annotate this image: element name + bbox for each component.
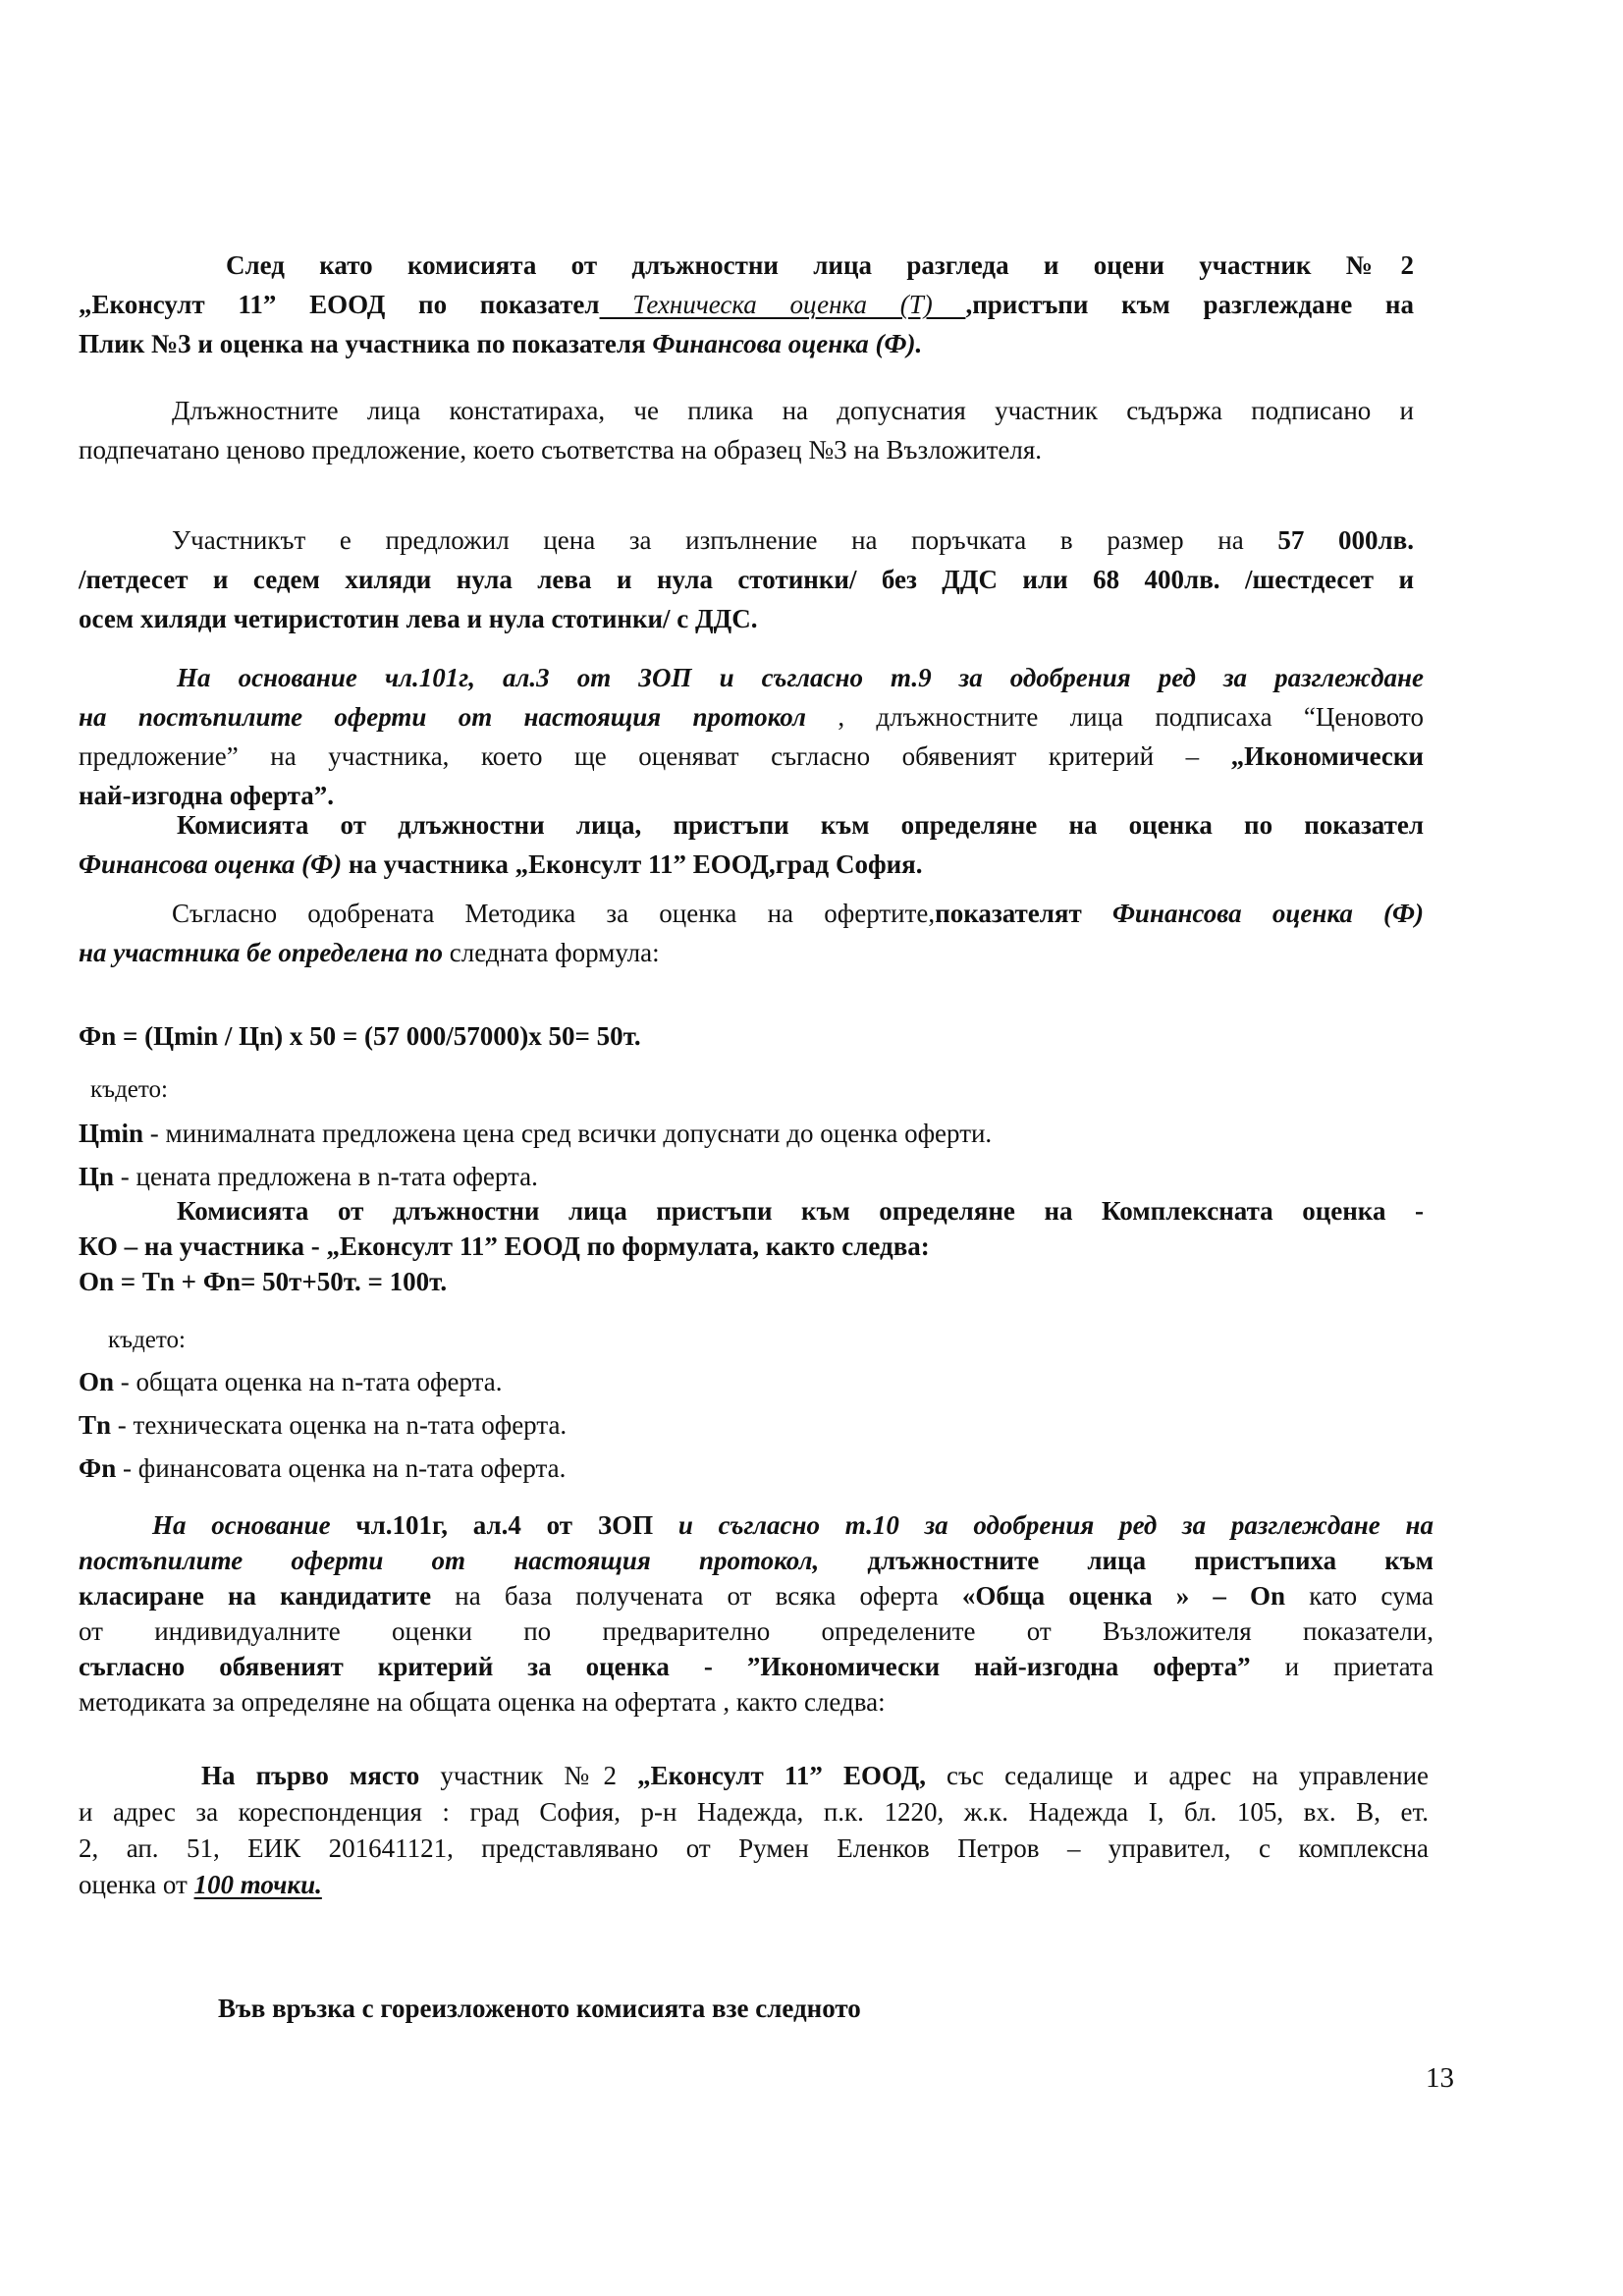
text: където: xyxy=(108,1327,186,1353)
text-line xyxy=(79,845,1424,884)
text: Във връзка с гореизложеното комисията взе следното xyxy=(218,1994,861,2023)
text: класиране на кандидатите xyxy=(79,1581,432,1611)
text: КО – на участника - „Еконсулт 11” ЕООД по формулата, както следва: xyxy=(79,1231,930,1261)
definitions-2 xyxy=(79,1360,1424,1490)
formula-text: Фn = (Цmin / Цn) x 50 = (57 000/57000)x 50= 50т. xyxy=(79,1021,641,1051)
definition-item xyxy=(79,1112,1424,1155)
price-without-vat: 57 000лв. xyxy=(1277,525,1415,555)
text: - минималната предложена цена сред всички допуснати до оценка оферти. xyxy=(143,1119,993,1148)
text: ,пристъпи към разглеждане на xyxy=(965,290,1414,319)
text-line xyxy=(79,1758,1429,1794)
text: постъпилите оферти от настоящия протокол, xyxy=(79,1546,820,1575)
paragraph-price-offer xyxy=(79,520,1414,638)
total-score-term: «Обща оценка » – Оn xyxy=(961,1581,1286,1611)
financial-score-term: Финансова оценка (Ф) xyxy=(79,849,343,879)
text: „Еконсулт 11” ЕООД по показател xyxy=(79,290,600,319)
text-line xyxy=(79,599,1414,638)
term: Тn xyxy=(79,1410,112,1440)
text: осем хиляди четиристотин лева и нула стотинки/ с ДДС. xyxy=(79,604,758,633)
text-line xyxy=(79,658,1424,697)
text-line xyxy=(79,285,1414,324)
text: На основание чл.101г, ал.3 от ЗОП и съгласно т.9 за одобрения ред за разглеждане xyxy=(177,663,1424,692)
term: Фn xyxy=(79,1453,117,1483)
text: Комисията от длъжностни лица, пристъпи към определяне на оценка по показател xyxy=(177,810,1424,840)
text-line: 2, ап. 51, ЕИК 201641121, представлявано от Румен Еленков Петров – управител, с комплексна xyxy=(79,1833,1429,1863)
definitions-1 xyxy=(79,1112,1424,1198)
text: На първо място xyxy=(201,1761,420,1790)
definition-item xyxy=(79,1360,1424,1403)
text: - техническата оценка на n-тата оферта. xyxy=(111,1410,568,1440)
text-line xyxy=(79,1229,1424,1264)
text: като сума xyxy=(1285,1581,1434,1611)
text: на участника бе определена по xyxy=(79,938,443,967)
text-line: подпечатано ценово предложение, което съответства на образец №3 на Възложителя. xyxy=(79,435,1042,465)
term: Оn xyxy=(79,1367,115,1396)
term: Цmin xyxy=(79,1119,144,1148)
text: на участника „Еконсулт 11” ЕООД,град София. xyxy=(342,849,923,879)
text-line: Длъжностните лица констатираха, че плика на допуснатия участник съдържа подписано и xyxy=(172,396,1414,425)
text-line xyxy=(79,1193,1424,1229)
definition-item xyxy=(79,1447,1424,1490)
text: След като комисията от длъжностни лица разгледа и оцени участник №2 xyxy=(226,250,1414,280)
text: - финансовата оценка на n-тата оферта. xyxy=(116,1453,567,1483)
where-label-1 xyxy=(90,1070,1435,1110)
paragraph-envelope-check xyxy=(79,391,1414,469)
text-line xyxy=(79,737,1424,776)
text-line xyxy=(79,1578,1434,1613)
term: Цn xyxy=(79,1162,115,1191)
where-label-2 xyxy=(108,1321,1453,1360)
text: предложение” на участника, което ще оценяват съгласно обявеният критерий – xyxy=(79,741,1231,771)
definition-item xyxy=(79,1403,1424,1447)
paragraph-legal-basis-1 xyxy=(79,658,1424,815)
formula-financial xyxy=(79,1016,1424,1056)
criterion-name: съгласно обявеният критерий за оценка - ”Икономически най-изгодна оферта” xyxy=(79,1652,1251,1681)
financial-score-term: Финансова оценка (Ф). xyxy=(652,329,923,358)
text: - общата оценка на n-тата оферта. xyxy=(114,1367,503,1396)
text: Съгласно одобрената Методика за оценка на офертите, xyxy=(172,899,936,928)
text: и приетата xyxy=(1250,1652,1434,1681)
paragraph-complex-score xyxy=(79,1193,1424,1299)
text: на постъпилите оферти от настоящия протокол xyxy=(79,702,806,732)
paragraph-financial-score xyxy=(79,805,1424,884)
formula-total: Оn = Тn + Фn= 50т+50т. = 100т. xyxy=(79,1267,448,1296)
text-line xyxy=(79,805,1424,845)
financial-score-term: Финансова оценка (Ф) xyxy=(1111,899,1424,928)
participant-name: „Еконсулт 11” ЕООД, xyxy=(637,1761,926,1790)
text: длъжностните лица пристъпиха към xyxy=(819,1546,1434,1575)
definition-item xyxy=(79,1155,1424,1198)
text-line xyxy=(79,1867,1429,1903)
text-line xyxy=(79,1543,1434,1578)
criterion-name: „Икономически xyxy=(1230,741,1424,771)
text: и съгласно т.10 за одобрения ред за разглеждане на xyxy=(653,1510,1434,1540)
text: чл.101г, ал.4 от ЗОП xyxy=(355,1510,654,1540)
text-line xyxy=(79,1264,1424,1299)
text-line xyxy=(79,933,1424,972)
text-line: и адрес за кореспонденция : град София, р-н Надежда, п.к. 1220, ж.к. Надежда І, бл. 105, вх. В, ет. xyxy=(79,1797,1429,1827)
paragraph-ranking xyxy=(79,1507,1434,1720)
text-line xyxy=(79,894,1424,933)
paragraph-evaluation-intro xyxy=(79,246,1414,363)
text: следната формула: xyxy=(443,938,660,967)
text-line xyxy=(79,1507,1434,1543)
paragraph-first-place xyxy=(79,1758,1429,1903)
technical-score-term: Техническа оценка (Т) xyxy=(599,290,966,319)
paragraph-methodology xyxy=(79,894,1424,972)
text: , длъжностните лица подписаха “Ценовото xyxy=(806,702,1424,732)
text-line xyxy=(79,246,1414,285)
text: Участникът е предложил цена за изпълнение на поръчката в размер на xyxy=(172,525,1244,555)
text: Комисията от длъжностни лица пристъпи към определяне на Комплексната оценка - xyxy=(177,1196,1424,1226)
text: най-изгодна оферта”. xyxy=(79,781,334,810)
text: /петдесет и седем хиляди нула лева и нула стотинки/ без ДДС или 68 400лв. /шестдесет и xyxy=(79,565,1414,594)
text: със седалище и адрес на управление xyxy=(925,1761,1430,1790)
text: където: xyxy=(90,1076,168,1103)
text: Плик №3 и оценка на участника по показателя xyxy=(79,329,653,358)
text-line: методиката за определяне на общата оценка на офертата , както следва: xyxy=(79,1687,886,1717)
text-line xyxy=(79,697,1424,737)
text-line xyxy=(79,560,1414,599)
text-line xyxy=(79,520,1414,560)
text: на база получената от всяка оферта xyxy=(431,1581,962,1611)
final-score: 100 точки. xyxy=(193,1870,322,1899)
text-line: от индивидуалните оценки по предварително определените от Възложителя показатели, xyxy=(79,1616,1434,1646)
page-number: 13 xyxy=(1426,2062,1454,2094)
text: оценка от xyxy=(79,1870,194,1899)
text-line xyxy=(79,1649,1434,1684)
text-line xyxy=(79,324,1414,363)
text: участник №2 xyxy=(419,1761,638,1790)
closing-sentence xyxy=(218,1989,1102,2028)
text: На основание xyxy=(152,1510,356,1540)
text: - цената предложена в n-тата оферта. xyxy=(114,1162,538,1191)
text: показателят xyxy=(935,899,1112,928)
